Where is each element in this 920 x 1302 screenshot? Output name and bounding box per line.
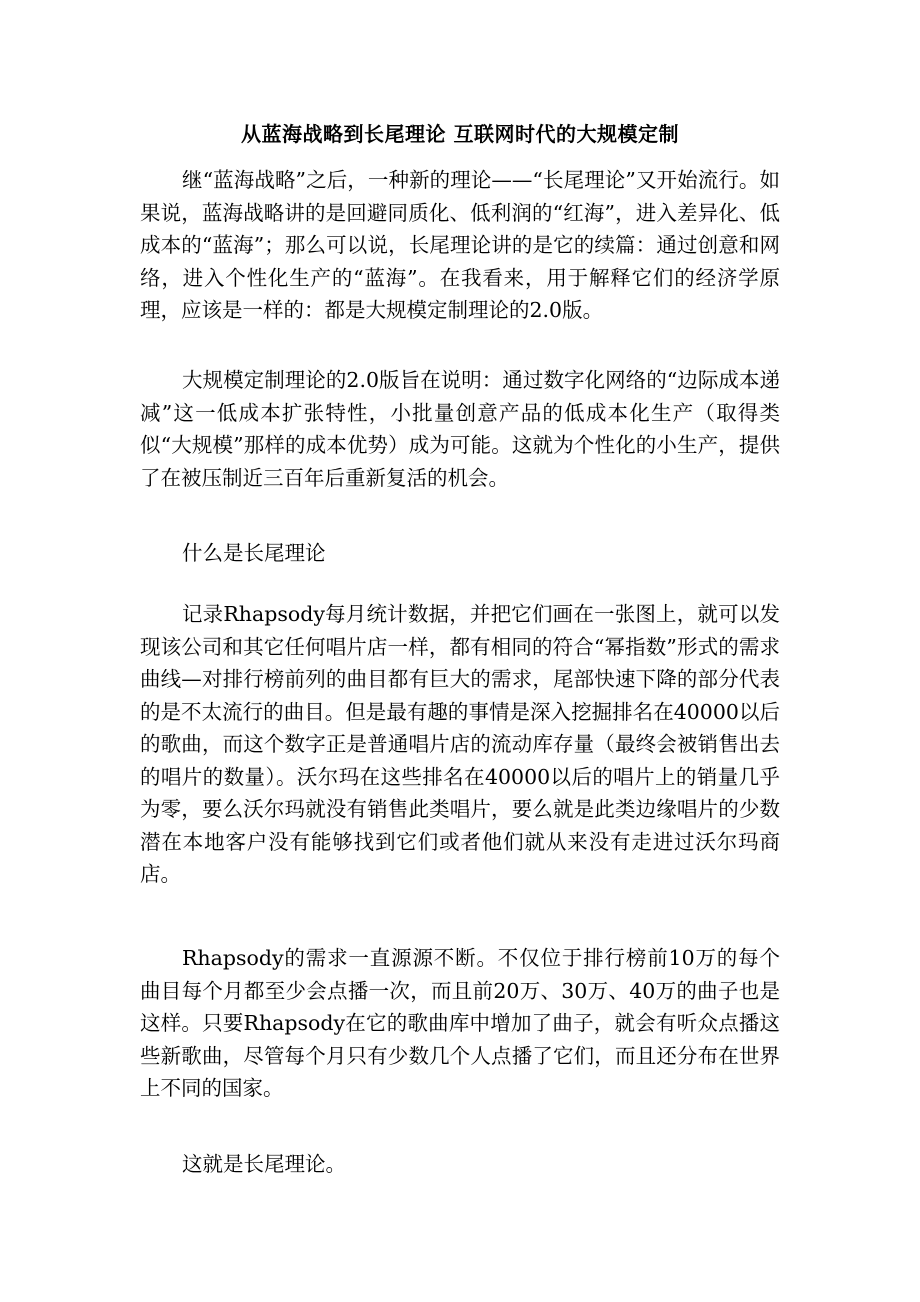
section-heading-long-tail: 什么是长尾理论 xyxy=(182,541,326,565)
paragraph-4: Rhapsody的需求一直源源不断。不仅位于排行榜前10万的每个曲目每个月都至少会点播一次，而且前20万、30万、40万的曲子也是这样。只要Rhapsody在它的歌曲库中增加了曲子，就会有听众点播这些新歌曲，尽管每个月只有少数几个人点播了它们，而且还分布在世界上不同的国家。 xyxy=(140,946,780,1100)
document-title: 从蓝海战略到长尾理论 互联网时代的大规模定制 xyxy=(241,122,679,146)
paragraph-5: 这就是长尾理论。 xyxy=(182,1152,346,1176)
paragraph-3: 记录Rhapsody每月统计数据，并把它们画在一张图上，就可以发现该公司和其它任何唱片店一样，都有相同的符合“幂指数”形式的需求曲线—对排行榜前列的曲目都有巨大的需求，尾部快速下降的部分代表的是不太流行的曲目。但是最有趣的事情是深入挖掘排名在40000以后的歌曲，而这个数字正是普通唱片店的流动库存量（最终会被销售出去的唱片的数量）。沃尔玛在这些排名在40000以后的唱片上的销量几乎为零，要么沃尔玛就没有销售此类唱片，要么就是此类边缘唱片的少数潜在本地客户没有能够找到它们或者他们就从来没有走进过沃尔玛商店。 xyxy=(140,602,780,886)
paragraph-1: 继“蓝海战略”之后，一种新的理论——“长尾理论”又开始流行。如果说，蓝海战略讲的是回避同质化、低利润的“红海”，进入差异化、低成本的“蓝海”；那么可以说，长尾理论讲的是它的续篇：通过创意和网络，进入个性化生产的“蓝海”。在我看来，用于解释它们的经济学原理，应该是一样的：都是大规模定制理论的2.0版。 xyxy=(140,168,780,322)
paragraph-2: 大规模定制理论的2.0版旨在说明：通过数字化网络的“边际成本递减”这一低成本扩张特性，小批量创意产品的低成本化生产（取得类似“大规模”那样的成本优势）成为可能。这就为个性化的小生产，提供了在被压制近三百年后重新复活的机会。 xyxy=(140,368,780,490)
